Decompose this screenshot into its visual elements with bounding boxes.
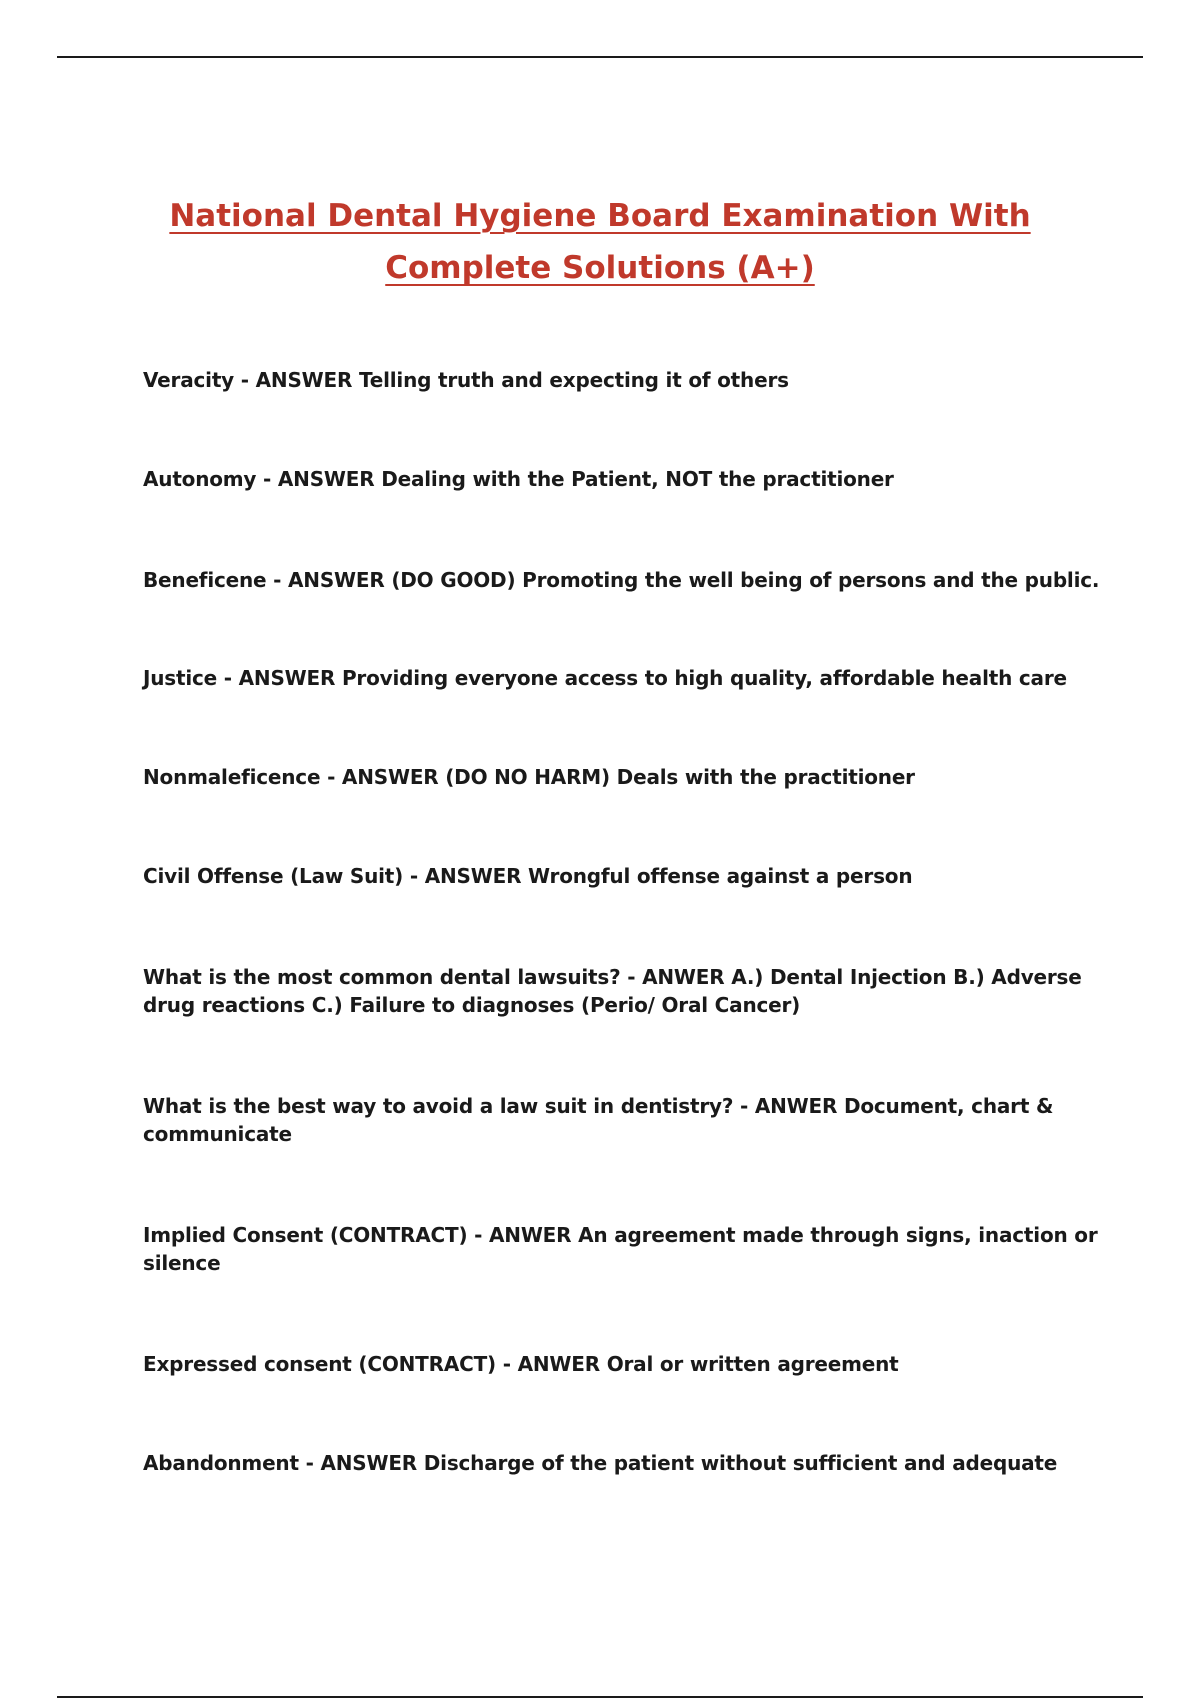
document-title (100, 190, 1100, 294)
qa-item-common-lawsuits: What is the most common dental lawsuits? - ANWER A.) Dental Injection B.) Adverse drug reactions C.) Failure to diagnoses (Perio/ Oral Cancer) (143, 965, 1082, 1017)
qa-item-beneficene: Beneficene - ANSWER (DO GOOD) Promoting the well being of persons and the public. (143, 568, 1100, 592)
qa-item-implied-consent: Implied Consent (CONTRACT) - ANWER An agreement made through signs, inaction or silence (143, 1223, 1098, 1275)
title-line-2: Complete Solutions (A+) (385, 250, 815, 286)
qa-item-nonmaleficence: Nonmaleficence - ANSWER (DO NO HARM) Deals with the practitioner (143, 765, 915, 789)
qa-item-justice: Justice - ANSWER Providing everyone access to high quality, affordable health care (143, 666, 1067, 690)
qa-item-avoid-lawsuit: What is the best way to avoid a law suit in dentistry? - ANWER Document, chart & communicate (143, 1094, 1054, 1146)
qa-item-abandonment: Abandonment - ANSWER Discharge of the patient without sufficient and adequate (143, 1451, 1058, 1475)
qa-item-autonomy: Autonomy - ANSWER Dealing with the Patient, NOT the practitioner (143, 467, 894, 491)
qa-item-veracity: Veracity - ANSWER Telling truth and expecting it of others (143, 368, 789, 392)
title-line-1: National Dental Hygiene Board Examination With (169, 198, 1031, 234)
qa-item-civil-offense: Civil Offense (Law Suit) - ANSWER Wrongful offense against a person (143, 864, 913, 888)
qa-item-expressed-consent: Expressed consent (CONTRACT) - ANWER Oral or written agreement (143, 1352, 899, 1376)
bottom-rule (57, 1696, 1143, 1698)
top-rule (57, 56, 1143, 58)
